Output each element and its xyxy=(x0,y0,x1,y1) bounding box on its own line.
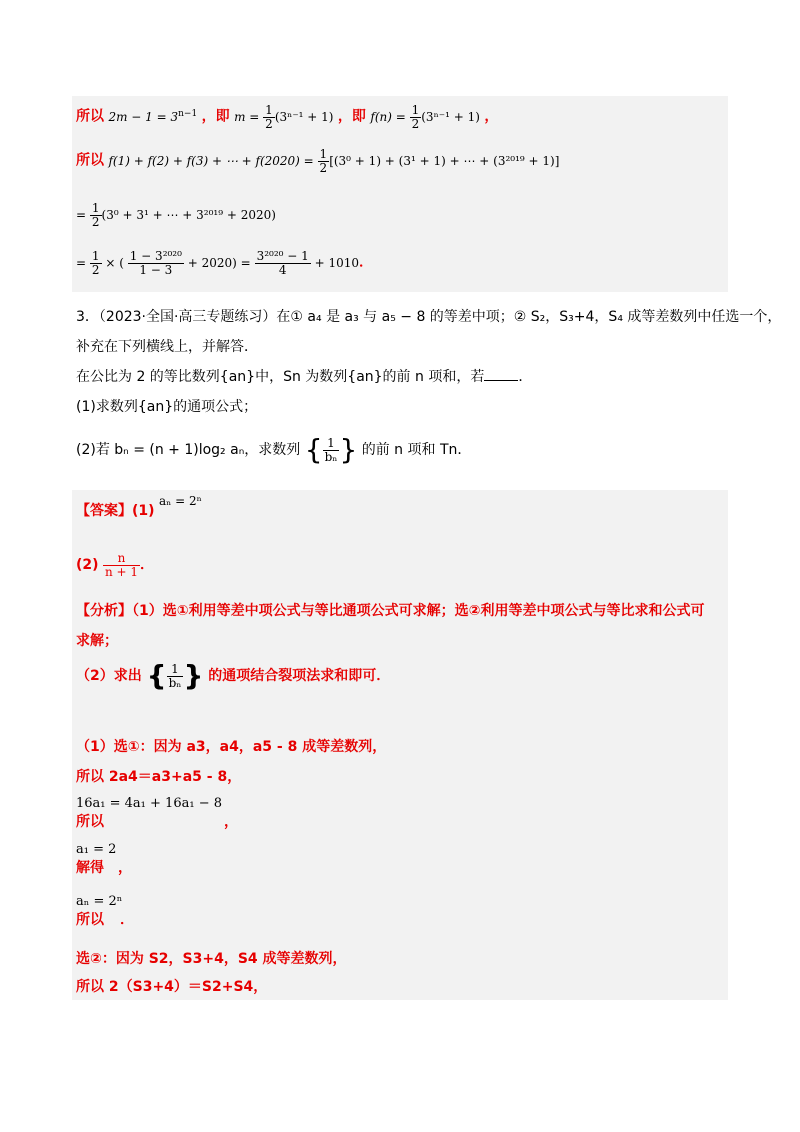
text: ， xyxy=(484,108,499,125)
text: 所以 xyxy=(76,108,104,125)
fraction: $\frac{1}{2}$ xyxy=(319,147,328,175)
step-line-2: 所以 2a4＝a3+a5 - 8， xyxy=(76,769,242,785)
answer-blank xyxy=(484,368,518,381)
math-expression: m = $\frac{1}{2}$ (3ⁿ⁻¹ + 1) xyxy=(234,103,334,131)
analysis-line-3: （2）求出 { $\frac{1}{\text{bₙ}}$ } 的通项结合裂项法求和即可． xyxy=(76,659,391,692)
fraction: $\frac{1}{2}$ xyxy=(91,249,100,277)
solution-line-3 xyxy=(76,202,276,228)
math-expression: aₙ = 2ⁿ xyxy=(76,894,123,909)
analysis-line-1: 【分析】（1）选①利用等差中项公式与等比通项公式可求解；选②利用等差中项公式与等比求和公式可 xyxy=(76,603,705,619)
text: (2) xyxy=(76,557,99,574)
text: ． xyxy=(359,254,374,271)
question-line-2: 补充在下列横线上，并解答． xyxy=(76,339,258,355)
fraction: $\frac{1}{2}$ xyxy=(265,103,273,131)
question-line-3: 在公比为 2 的等比数列{an}中，Sn 为数列{an}的前 n 项和，若 ． xyxy=(76,369,533,385)
fraction: $\frac{1}{\text{bₙ}}$ xyxy=(168,661,182,690)
math-expression: 16a₁ = 4a₁ + 16a₁ − 8 xyxy=(76,796,222,811)
step-line-5: aₙ = 2ⁿ 所以 ． xyxy=(76,894,134,928)
math-expression: a₁ = 2 xyxy=(76,842,117,857)
step-line-6: 选②：因为 S2，S3+4，S4 成等差数列， xyxy=(76,951,347,967)
text: ，即 xyxy=(337,108,366,125)
solution-line-4 xyxy=(76,250,373,276)
fraction: $\frac{1}{\text{bₙ}}$ xyxy=(324,435,338,464)
math-expression: = $\frac{1}{2}$ (3⁰ + 3¹ + ⋯ + 3²⁰¹⁹ + 2020) xyxy=(76,201,276,229)
text: 所以 xyxy=(76,152,104,169)
math-expression: $2m - 1 = 3^{n-1}$ xyxy=(108,108,198,124)
fraction: $\frac{1}{2}$ xyxy=(91,201,100,229)
fraction: $\frac{n}{n + 1}$ xyxy=(105,551,139,579)
analysis-line-2: 求解； xyxy=(76,633,118,649)
fraction: $\frac{\text{3²⁰²⁰ − 1}}{4}$ xyxy=(256,249,309,277)
question-line-4: (1)求数列{an}的通项公式； xyxy=(76,399,258,415)
solution-line-2 xyxy=(76,148,559,174)
step-line-4: a₁ = 2 解得 ， xyxy=(76,842,132,876)
question-line-1: 3．（2023·全国·高三专题练习）在① a₄ 是 a₃ 与 a₅ − 8 的等差中项；② S₂，S₃+4，S₄ 成等差数列中任选一个， xyxy=(76,309,782,325)
step-line-3: 16a₁ = 4a₁ + 16a₁ − 8 所以 ， xyxy=(76,796,238,830)
fraction: $\frac{\text{1 − 3²⁰²⁰}}{1 - 3}$ xyxy=(129,249,182,277)
math-expression: f(n) = $\frac{1}{2}$ (3ⁿ⁻¹ + 1) xyxy=(370,103,480,131)
answer-line-2: (2) $\frac{n}{n + 1}$ ． xyxy=(76,551,155,579)
fraction: $\frac{1}{2}$ xyxy=(411,103,420,131)
question-line-5: (2)若 bₙ = (n + 1)log₂ aₙ，求数列 { $\frac{1}{\text{bₙ}}$ } 的前 n 项和 Tn． xyxy=(76,433,472,466)
math-expression: f(1) + f(2) + f(3) + ⋯ + f(2020) = $\frac{1}{2}$ [(3⁰ + 1) + (3¹ + 1) + ⋯ + (3²⁰¹⁹ + 1)] xyxy=(108,147,560,175)
step-line-7: 所以 2（S3+4）＝S2+S4， xyxy=(76,979,268,995)
solution-line-1 xyxy=(76,104,498,130)
step-line-1: （1）选①：因为 a3，a4，a5 - 8 成等差数列， xyxy=(76,739,387,755)
text: ，即 xyxy=(201,108,230,125)
math-expression: aₙ = 2ⁿ xyxy=(159,494,202,508)
answer-label: 【答案】(1) xyxy=(76,503,155,519)
answer-line-1 xyxy=(76,494,202,520)
analysis-label: 【分析】 xyxy=(76,603,132,619)
math-expression: = $\frac{1}{2}$ × ( $\frac{\text{1 − 3²⁰²⁰}}{1 - 3}$ + 2020) = $\frac{\text{3²⁰²⁰ − 1}}{4}$ + 1010 xyxy=(76,249,360,277)
